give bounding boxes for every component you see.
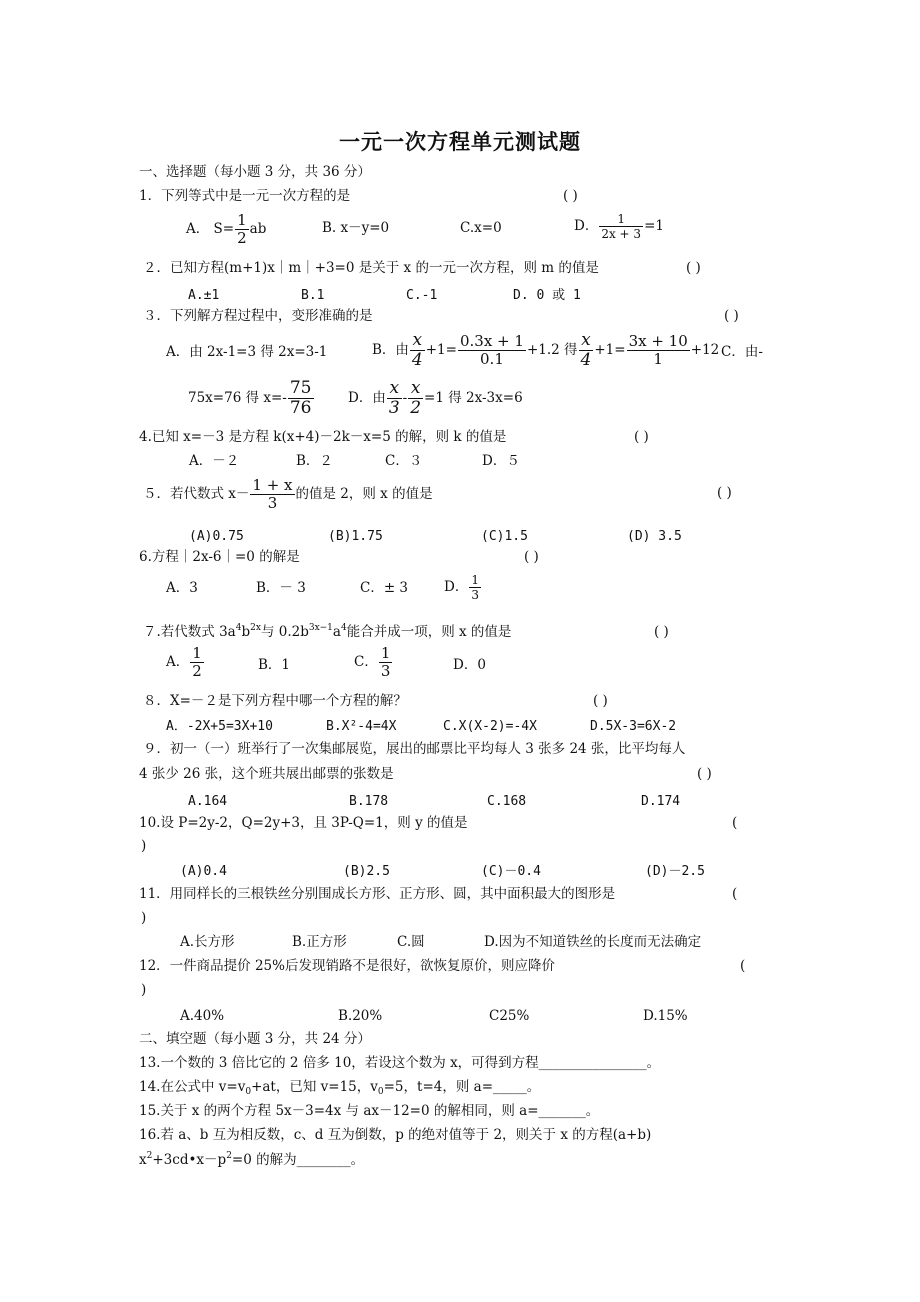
q9-line-1: ９．初一（一）班举行了一次集邮展览，展出的邮票比平均每人 3 张多 24 张，比平均每人 — [143, 741, 686, 757]
q5-option-d: (D) 3.5 — [627, 529, 682, 544]
q7-option-a: A． $\frac{1}{2}$ — [166, 644, 202, 680]
q10-paren-open: ( — [732, 815, 738, 831]
q1-answer-paren: ( ) — [563, 188, 578, 204]
q11-paren-open: ( — [732, 886, 738, 902]
q5-option-a: (A)0.75 — [189, 529, 244, 544]
section-choice-heading: 一、选择题（每小题 3 分，共 36 分） — [139, 164, 371, 180]
q7-c-fraction: $\frac{1}{3}$ — [380, 644, 391, 680]
q9-answer-paren: ( ) — [697, 766, 712, 782]
q8-option-d: D.5X-3=6X-2 — [590, 719, 677, 734]
q11-option-b: B.正方形 — [292, 934, 347, 950]
q3-b-fraction-3: $\frac{x}{4}$ — [580, 330, 592, 370]
q8-stem: ８．X=－２是下列方程中哪一个方程的解？ — [143, 693, 407, 709]
q10-paren-close: ) — [141, 838, 147, 854]
q6-option-a: A．3 — [166, 580, 198, 596]
q7-answer-paren: ( ) — [654, 624, 669, 640]
q16-line-1: 16.若 a、b 互为相反数，c、d 互为倒数，p 的绝对值等于 2，则关于 x 的方程(a+b) — [139, 1127, 652, 1143]
q1-option-b: B. x－y=0 — [322, 220, 390, 236]
q6-stem: 6.方程｜2x-6｜=0 的解是 — [139, 549, 300, 565]
q3-d-fraction-1: $\frac{x}{3}$ — [388, 378, 400, 418]
q3-stem: ３．下列解方程过程中，变形准确的是 — [143, 308, 373, 324]
q1-d-fraction: $\frac{1}{2x + 3}$ — [601, 212, 642, 241]
q16-line-2: $x^2+3cd•x-p^2=0$ 的解为________。 — [139, 1151, 365, 1168]
q2-option-b: B.1 — [301, 288, 325, 303]
q6-answer-paren: ( ) — [524, 549, 539, 565]
q6-option-c: C．± 3 — [360, 580, 409, 596]
q10-option-b: (B)2.5 — [343, 864, 390, 879]
q4-option-b: B．２ — [296, 453, 333, 469]
q10-option-c: (C)－0.4 — [481, 864, 541, 879]
q8-option-b: B.X²-4=4X — [326, 719, 397, 734]
q3-b-fraction-1: $\frac{x}{4}$ — [411, 330, 423, 370]
q14-text: 14.在公式中 $v=v_0+at$，已知 v=15，$v_0=5$，t=4，则 a=_____。 — [139, 1079, 541, 1097]
q6-d-fraction: $\frac{1}{3}$ — [471, 573, 479, 602]
q4-option-c: C．３ — [385, 453, 423, 469]
q7-stem: ７.若代数式 $3a^4b^{2x}$与 $0.2b^{3x-1}a^4$能合并成一项，则 x 的值是 — [143, 623, 512, 640]
q2-option-d: D. 0 或 1 — [513, 288, 581, 303]
q9-option-c: C.168 — [487, 794, 527, 809]
q8-option-a: A．-2X+5=3X+10 — [166, 719, 273, 734]
q3-option-c-cont: 75x=76 得 x=- $\frac{75}{76}$ — [188, 378, 312, 418]
q7-option-b: B．1 — [258, 657, 291, 673]
q10-option-a: (A)0.4 — [180, 864, 227, 879]
q7-option-d: D．0 — [453, 657, 486, 673]
q10-option-d: (D)－2.5 — [645, 864, 705, 879]
q10-stem: 10.设 P=2y-2，Q=2y+3，且 3P-Q=1，则 y 的值是 — [139, 815, 468, 831]
q12-option-a: A.40% — [180, 1008, 225, 1024]
q3-b-fraction-4: $\frac{3x + 10}{1}$ — [628, 332, 688, 368]
q1-option-c: C.x=0 — [460, 220, 502, 236]
q6-option-d: D． $\frac{1}{3}$ — [444, 573, 479, 602]
q12-option-c: C25% — [489, 1008, 530, 1024]
q3-d-fraction-2: $\frac{x}{2}$ — [410, 378, 422, 418]
q9-line-2: 4 张少 26 张，这个班共展出邮票的张数是 — [139, 766, 394, 782]
q9-option-a: A.164 — [188, 794, 228, 809]
q4-stem: 4.已知 x=－3 是方程 k(x+4)－2k－x=5 的解，则 k 的值是 — [139, 429, 507, 445]
q11-stem: 11．用同样长的三根铁丝分别围成长方形、正方形、圆，其中面积最大的图形是 — [139, 886, 616, 902]
q3-b-fraction-2: $\frac{0.3x + 1}{0.1}$ — [459, 332, 524, 368]
q8-option-c: C.X(X-2)=-4X — [443, 719, 537, 734]
q4-answer-paren: ( ) — [634, 429, 649, 445]
q2-answer-paren: ( ) — [686, 260, 701, 276]
q3-c-fraction: $\frac{75}{76}$ — [289, 378, 312, 418]
q11-option-c: C.圆 — [397, 934, 425, 950]
q4-option-d: D．５ — [482, 453, 520, 469]
q3-answer-paren: ( ) — [724, 308, 739, 324]
q8-answer-paren: ( ) — [593, 693, 608, 709]
q9-option-d: D.174 — [641, 794, 681, 809]
q12-option-d: D.15% — [643, 1008, 688, 1024]
q1-option-a: A． S= $\frac{1}{2}$ ab — [186, 211, 267, 247]
q11-option-a: A.长方形 — [180, 934, 235, 950]
q9-option-b: B.178 — [349, 794, 389, 809]
q2-option-a: A.±1 — [188, 288, 220, 303]
q13-text: 13.一个数的 3 倍比它的 2 倍多 10，若设这个数为 x，可得到方程________________。 — [139, 1055, 661, 1071]
page-title: 一元一次方程单元测试题 — [339, 130, 581, 154]
q4-option-a: A．－２ — [189, 453, 240, 469]
q2-stem: ２．已知方程(m+1)x｜m｜+3=0 是关于 x 的一元一次方程，则 m 的值是 — [143, 260, 599, 276]
q12-paren-open: ( — [740, 958, 746, 974]
q5-stem: ５．若代数式 x－ $\frac{1 + x}{3}$ 的值是 2，则 x 的值是 — [143, 476, 433, 512]
q15-text: 15.关于 x 的两个方程 5x－3=4x 与 ax－12=0 的解相同，则 a=_______。 — [139, 1103, 600, 1119]
q5-option-b: (B)1.75 — [328, 529, 383, 544]
q7-option-c: C． $\frac{1}{3}$ — [354, 644, 391, 680]
q12-stem: 12．一件商品提价 25%后发现销路不是很好，欲恢复原价，则应降价 — [139, 958, 555, 974]
q7-a-fraction: $\frac{1}{2}$ — [192, 644, 202, 680]
q1-a-fraction: $\frac{1}{2}$ — [237, 211, 247, 247]
q1-option-d: D． $\frac{1}{2x + 3}$ =1 — [574, 212, 664, 241]
q11-paren-close: ) — [141, 910, 147, 926]
q5-fraction: $\frac{1 + x}{3}$ — [252, 476, 293, 512]
q12-option-b: B.20% — [338, 1008, 383, 1024]
q1-stem: 1．下列等式中是一元一次方程的是 — [139, 188, 351, 204]
q12-paren-close: ) — [141, 982, 147, 998]
q3-option-a: A．由 2x-1=3 得 2x=3-1 — [166, 344, 328, 360]
q11-option-d: D.因为不知道铁丝的长度而无法确定 — [484, 934, 702, 950]
section-fill-heading: 二、填空题（每小题 3 分，共 24 分） — [139, 1031, 371, 1047]
q5-option-c: (C)1.5 — [481, 529, 528, 544]
q3-option-b: B．由 $\frac{x}{4}$ +1= $\frac{0.3x + 1}{0.1}$ +1.2 得 $\frac{x}{4}$ +1= $\frac{3x + 10}{1}$ +12 — [372, 330, 720, 370]
q6-option-b: B．－ 3 — [256, 580, 306, 596]
q2-option-c: C.-1 — [406, 288, 438, 303]
q5-answer-paren: ( ) — [717, 485, 732, 501]
q3-option-d: D．由 $\frac{x}{3}$ - $\frac{x}{2}$ =1 得 2x-3x=6 — [348, 378, 523, 418]
q3-option-c-start: C．由- — [721, 344, 763, 360]
